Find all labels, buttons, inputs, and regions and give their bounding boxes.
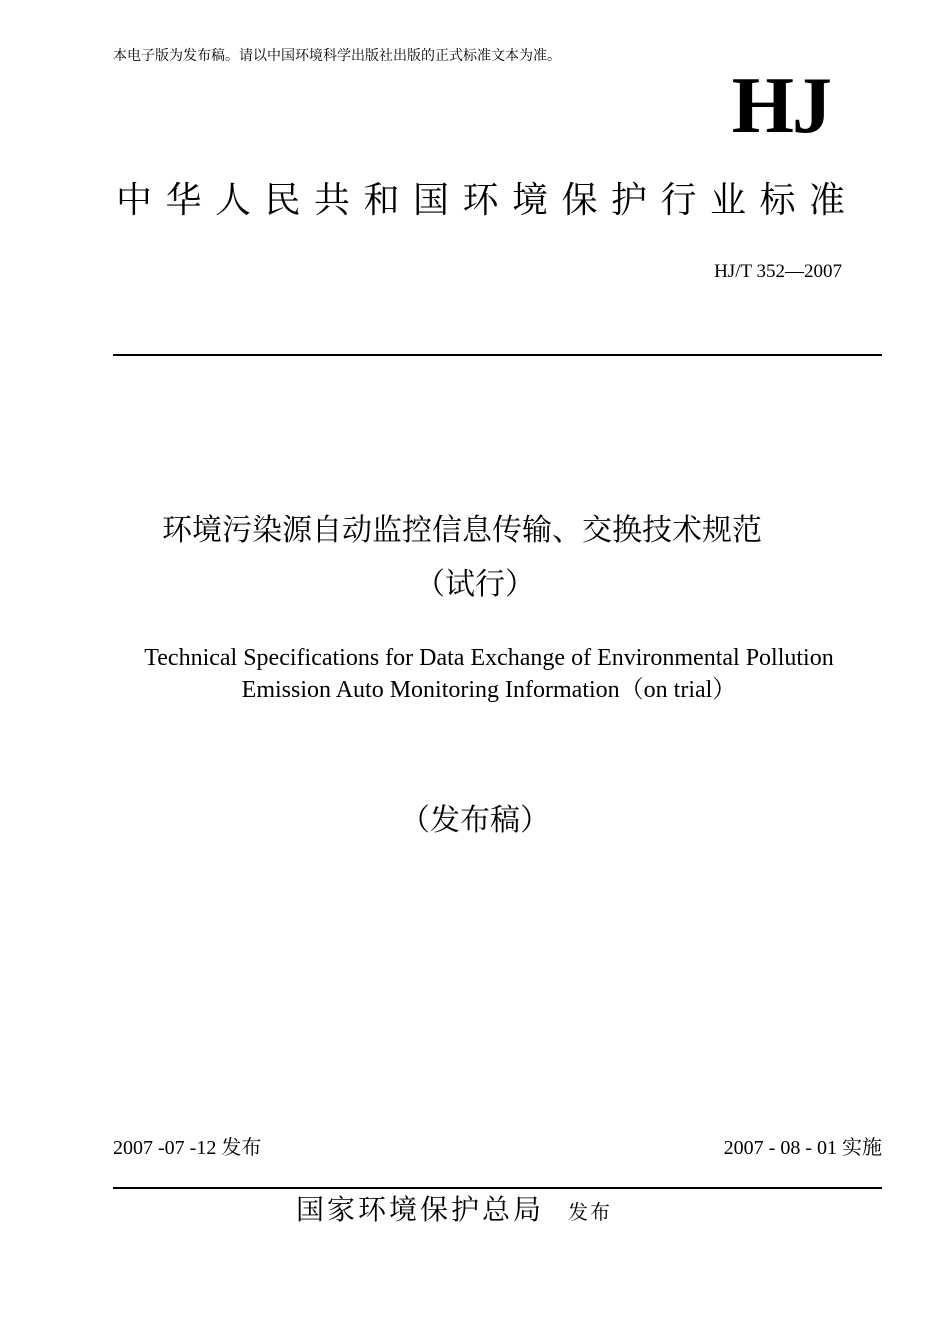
issue-date-block xyxy=(113,1134,261,1161)
implementation-date-block xyxy=(724,1134,882,1161)
issue-label: 发布 xyxy=(221,1135,262,1159)
bottom-divider xyxy=(113,1187,882,1189)
document-title-trial-note: （试行） xyxy=(415,567,535,602)
implementation-date: 2007 - 08 - 01 xyxy=(723,1137,837,1159)
publisher-line xyxy=(296,1192,612,1230)
hj-logo: HJ xyxy=(731,62,830,150)
draft-label: （发布稿） xyxy=(400,803,550,838)
publisher-suffix: 发布 xyxy=(568,1200,613,1224)
top-divider xyxy=(113,354,882,356)
standard-organization-heading: 中华人民共和国环境保护行业标准 xyxy=(116,180,859,221)
document-title-chinese: 环境污染源自动监控信息传输、交换技术规范 xyxy=(162,513,762,548)
standard-code: HJ/T 352—2007 xyxy=(714,261,842,282)
electronic-version-notice: 本电子版为发布稿。请以中国环境科学出版社出版的正式标准文本为准。 xyxy=(113,48,561,64)
publisher-name: 国家环境保护总局 xyxy=(296,1193,545,1226)
issue-date: 2007 -07 -12 xyxy=(113,1137,217,1159)
document-title-english-line2: Emission Auto Monitoring Information（on trial） xyxy=(241,677,737,703)
implementation-label: 实施 xyxy=(842,1135,882,1159)
document-title-english-line1: Technical Specifications for Data Exchange of Environmental Pollution xyxy=(144,645,834,671)
